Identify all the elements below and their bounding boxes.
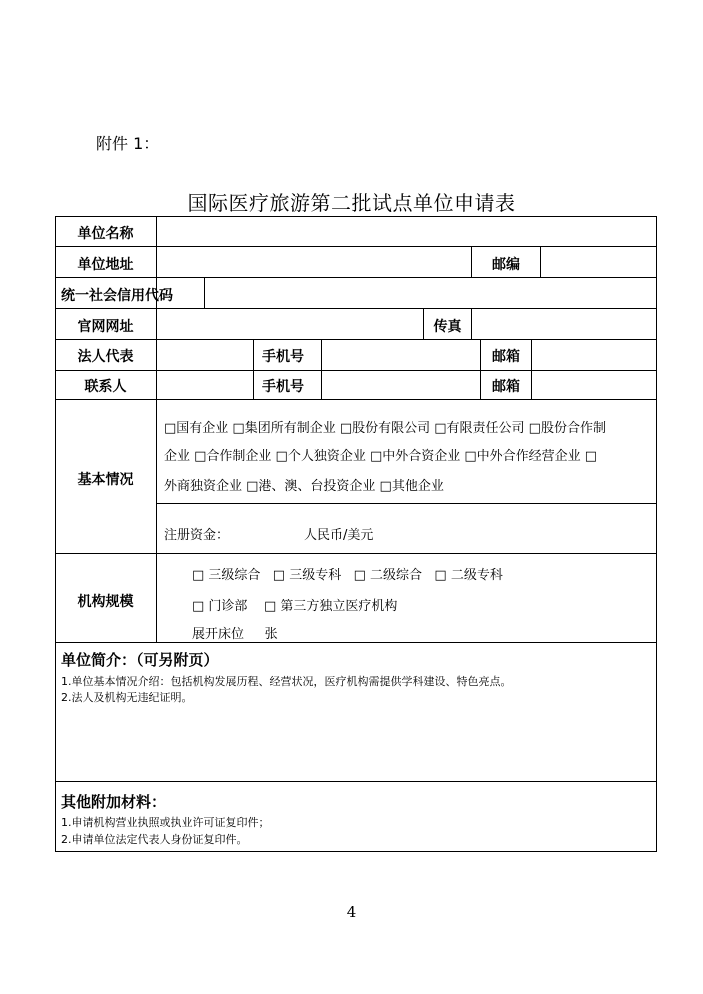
beds-count-text: 展开床位 张: [192, 627, 278, 642]
unit-intro-item-1: 1.单位基本情况介绍：包括机构发展历程、经营状况，医疗机构需提供学科建设、特色亮点。: [61, 675, 512, 688]
row-divider: [55, 642, 657, 643]
postcode-label: 邮编: [492, 257, 520, 273]
unit-intro-field[interactable]: [56, 706, 656, 780]
legal-rep-email-label: 邮箱: [492, 349, 520, 365]
row-divider: [55, 399, 657, 400]
attachments-item-2: 2.申请单位法定代表人身份证复印件。: [61, 833, 248, 846]
legal-rep-mobile-label: 手机号: [262, 349, 304, 365]
unit-address-field[interactable]: [157, 247, 471, 277]
contact-mobile-label: 手机号: [262, 379, 304, 395]
ownership-options-line3[interactable]: 外商独资企业 □港、澳、台投资企业 □其他企业: [164, 479, 444, 494]
contact-field[interactable]: [157, 371, 253, 399]
contact-email-label: 邮箱: [492, 379, 520, 395]
credit-code-field[interactable]: [205, 278, 656, 308]
fax-field[interactable]: [472, 309, 656, 339]
fax-label: 传真: [433, 319, 462, 335]
attachment-label: 附件 1：: [96, 134, 160, 153]
ownership-options-line2[interactable]: 企业 □合作制企业 □个人独资企业 □中外合资企业 □中外合作经营企业 □: [164, 449, 598, 464]
application-form-table: [55, 216, 657, 852]
page-number: 4: [346, 903, 357, 921]
row-divider: [55, 553, 657, 554]
scale-label: 机构规模: [77, 594, 134, 610]
unit-intro-item-2: 2.法人及机构无违纪证明。: [61, 691, 193, 704]
col-divider: [253, 339, 254, 400]
capital-currency-label: 人民币/美元: [304, 528, 374, 543]
contact-label: 联系人: [84, 379, 127, 395]
attachments-title: 其他附加材料：: [61, 793, 167, 811]
row-divider: [55, 781, 657, 782]
legal-rep-label: 法人代表: [77, 349, 134, 365]
contact-email-field[interactable]: [532, 371, 656, 399]
legal-rep-field[interactable]: [157, 340, 253, 370]
scale-options-line1[interactable]: □ 三级综合 □ 三级专科 □ 二级综合 □ 二级专科: [192, 568, 503, 583]
ownership-options-line1[interactable]: □国有企业 □集团所有制企业 □股份有限公司 □有限责任公司 □股份合作制: [164, 421, 606, 436]
registered-capital-label: 注册资金：: [164, 528, 230, 543]
table-border-right: [656, 216, 657, 852]
form-title: 国际医疗旅游第二批试点单位申请表: [187, 191, 516, 215]
unit-address-label: 单位地址: [77, 257, 134, 273]
legal-rep-mobile-field[interactable]: [322, 340, 480, 370]
postcode-field[interactable]: [541, 247, 656, 277]
unit-intro-title: 单位简介：（可另附页）: [61, 651, 219, 669]
website-field[interactable]: [157, 309, 423, 339]
scale-options-line2[interactable]: □ 门诊部 □ 第三方独立医疗机构: [192, 599, 398, 614]
registered-capital-field[interactable]: [233, 516, 303, 542]
unit-name-label: 单位名称: [77, 226, 134, 242]
row-divider: [156, 503, 657, 504]
contact-mobile-field[interactable]: [322, 371, 480, 399]
credit-code-label: 统一社会信用代码: [61, 288, 173, 304]
unit-name-field[interactable]: [157, 217, 656, 246]
basic-info-label: 基本情况: [77, 472, 134, 488]
website-label: 官网网址: [77, 319, 134, 335]
table-border-bottom: [55, 851, 657, 852]
attachments-item-1: 1.申请机构营业执照或执业许可证复印件；: [61, 816, 270, 829]
legal-rep-email-field[interactable]: [532, 340, 656, 370]
